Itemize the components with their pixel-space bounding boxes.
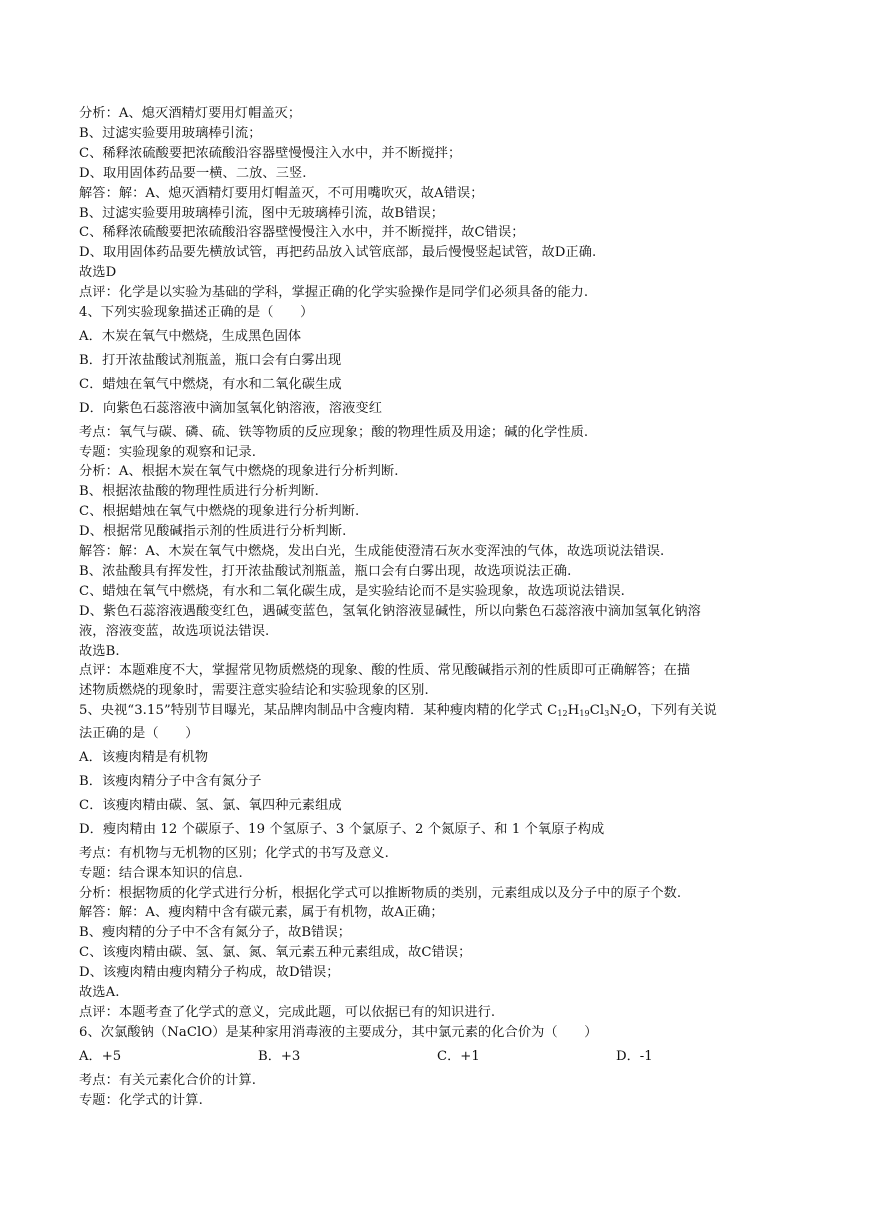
text-line: C、蜡烛在氧气中燃烧，有水和二氧化碳生成，是实验结论而不是实验现象，故选项说法错误. [79,583,625,599]
text-line: D、取用固体药品要先横放试管，再把药品放入试管底部，最后慢慢竖起试管，故D正确. [79,245,597,261]
stem-text: 5、央视“3.15”特别节目曝光，某品牌肉制品中含瘦肉精．某种瘦肉精的化学式 C [79,703,558,719]
text-line: C、该瘦肉精由碳、氢、氯、氮、氧元素五种元素组成，故C错误； [79,945,472,961]
text-line: 故选B. [79,643,120,659]
formula-element: N [609,703,622,719]
text-line: 专题：实验现象的观察和记录. [79,444,257,460]
option-a: A．木炭在氧气中燃烧，生成黑色固体 [79,328,302,344]
text-line: 点评：本题难度不大，掌握常见物质燃烧的现象、酸的性质、常见酸碱指示剂的性质即可正确解答；在描 [79,663,691,679]
option-d: D．瘦肉精由 12 个碳原子、19 个氢原子、3 个氯原子、2 个氮原子、和 1 个氧原子构成 [79,821,605,837]
text-line: B、浓盐酸具有挥发性，打开浓盐酸试剂瓶盖，瓶口会有白雾出现，故选项说法正确. [79,563,572,579]
option-d: D．向紫色石蕊溶液中滴加氢氧化钠溶液，溶液变红 [79,400,382,416]
formula-subscript: 12 [557,709,568,719]
text-line: 点评：本题考查了化学式的意义，完成此题，可以依据已有的知识进行. [79,1004,496,1020]
option-c: C．该瘦肉精由碳、氢、氯、氧四种元素组成 [79,797,342,813]
question-stem-continued: 法正确的是（ ） [79,726,199,742]
text-line: 解答：解：A、木炭在氧气中燃烧，发出白光，生成能使澄清石灰水变浑浊的气体，故选项说法错误. [79,544,665,560]
text-line: C、稀释浓硫酸要把浓硫酸沿容器壁慢慢注入水中，并不断搅拌，故C错误； [79,225,525,241]
text-line: 述物质燃烧的现象时，需要注意实验结论和实验现象的区别. [79,683,429,699]
options-row [79,1047,799,1067]
text-line: 专题：结合课本知识的信息. [79,865,243,881]
option-c: C．蜡烛在氧气中燃烧，有水和二氧化碳生成 [79,376,342,392]
stem-text: ，下列有关说 [637,703,717,719]
question-stem [79,701,799,724]
text-line: B、瘦肉精的分子中不含有氮分子，故B错误； [79,925,352,941]
document-page [79,104,799,1111]
text-line: 考点：有关元素化合价的计算. [79,1072,257,1088]
text-line: 考点：氧气与碳、磷、硫、铁等物质的反应现象；酸的物理性质及用途；碱的化学性质. [79,424,589,440]
option-d: D．-1 [616,1048,653,1064]
option-c: C．+1 [437,1048,480,1064]
text-line: 考点：有机物与无机物的区别；化学式的书写及意义. [79,845,389,861]
text-line: 解答：解：A、瘦肉精中含有碳元素，属于有机物，故A正确； [79,905,444,921]
text-line: B、根据浓盐酸的物理性质进行分析判断. [79,484,319,500]
option-b: B．+3 [258,1048,301,1064]
option-b: B．该瘦肉精分子中含有氮分子 [79,774,262,789]
text-line: B、过滤实验要用玻璃棒引流； [79,125,262,141]
text-line: D、该瘦肉精由瘦肉精分子构成，故D错误； [79,965,340,981]
formula-subscript: 3 [604,709,610,719]
text-line: C、稀释浓硫酸要把浓硫酸沿容器壁慢慢注入水中，并不断搅拌； [79,145,462,161]
text-line: 故选A. [79,985,120,1001]
text-line: 解答：解：A、熄灭酒精灯要用灯帽盖灭，不可用嘴吹灭，故A错误； [79,185,484,201]
text-line: 专题：化学式的计算. [79,1092,203,1108]
text-line: 分析：根据物质的化学式进行分析，根据化学式可以推断物质的类别，元素组成以及分子中的原子个数. [79,885,682,901]
question-stem: 6、次氯酸钠（NaClO）是某种家用消毒液的主要成分，其中氯元素的化合价为（ ） [79,1024,598,1040]
option-b: B．打开浓盐酸试剂瓶盖，瓶口会有白雾出现 [79,352,342,368]
text-line: 分析：A、根据木炭在氧气中燃烧的现象进行分析判断. [79,464,399,480]
question-5 [79,701,799,1023]
text-line: D、取用固体药品要一横、二放、三竖. [79,165,307,181]
formula-element: Cl [589,703,605,719]
formula-element: H [567,703,580,719]
text-line: B、过滤实验要用玻璃棒引流，图中无玻璃棒引流，故B错误； [79,205,445,221]
text-line: D、根据常见酸碱指示剂的性质进行分析判断. [79,524,347,540]
question-stem: 4、下列实验现象描述正确的是（ ） [79,305,314,321]
question-6 [79,1023,799,1111]
formula-element: O [626,703,638,719]
text-line: D、紫色石蕊溶液遇酸变红色，遇碱变蓝色，氢氧化钠溶液显碱性，所以向紫色石蕊溶液中滴加氢氧化钠溶 [79,603,701,619]
q3-analysis-block [79,104,799,303]
formula-subscript: 2 [621,709,627,719]
text-line: 分析：A、熄灭酒精灯要用灯帽盖灭； [79,106,302,121]
formula-subscript: 19 [579,709,590,719]
option-a: A．+5 [79,1048,122,1064]
option-a: A．该瘦肉精是有机物 [79,750,209,766]
text-line: 液，溶液变蓝，故选项说法错误. [79,623,270,639]
text-line: C、根据蜡烛在氧气中燃烧的现象进行分析判断. [79,504,360,520]
text-line: 点评：化学是以实验为基础的学科，掌握正确的化学实验操作是同学们必须具备的能力. [79,285,589,301]
question-4 [79,303,799,701]
text-line: 故选D [79,265,117,281]
